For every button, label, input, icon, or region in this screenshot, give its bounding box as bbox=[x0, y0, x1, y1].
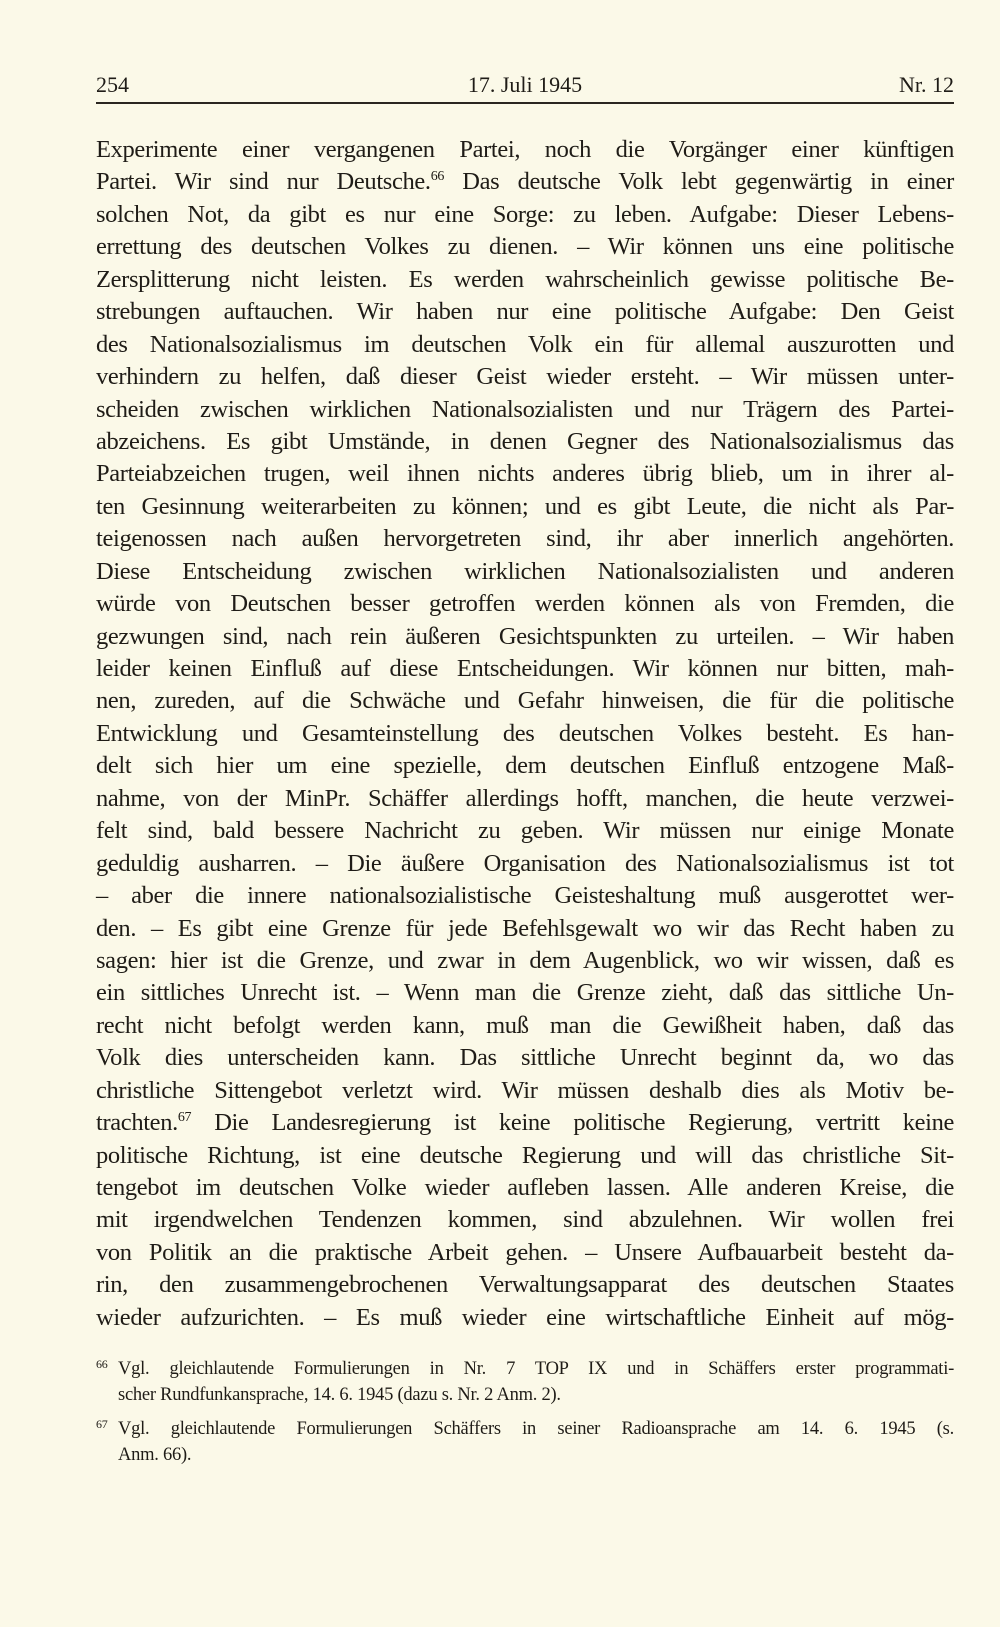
text-line: Volk dies unterscheiden kann. Das sittliche Unrecht beginnt da, wo das bbox=[96, 1044, 954, 1072]
text-segment: trachten. bbox=[96, 1109, 178, 1137]
document-number: Nr. 12 bbox=[899, 72, 954, 97]
text-line: – aber die innere nationalsozialistische Geisteshaltung muß ausgerottet wer- bbox=[96, 882, 954, 910]
text-line: sagen: hier ist die Grenze, und zwar in dem Augenblick, wo wir wissen, daß es bbox=[96, 946, 954, 974]
footnote-67-continuation: Anm. 66). bbox=[118, 1445, 192, 1465]
text-line: des Nationalsozialismus im deutschen Volk ein für allemal auszurotten und bbox=[96, 330, 954, 358]
footnote-text: Vgl. gleichlautende Formulierungen Schäffers in seiner Radioansprache am 14. 6. 1945 (s. bbox=[118, 1419, 954, 1439]
text-line: geduldig ausharren. – Die äußere Organisation des Nationalsozialismus ist tot bbox=[96, 849, 954, 877]
text-line: mit irgendwelchen Tendenzen kommen, sind abzulehnen. Wir wollen frei bbox=[96, 1206, 954, 1234]
text-line bbox=[96, 1107, 954, 1139]
text-line: tengebot im deutschen Volke wieder aufleben lassen. Alle anderen Kreise, die bbox=[96, 1174, 954, 1201]
text-line: scheiden zwischen wirklichen Nationalsozialisten und nur Trägern des Partei- bbox=[96, 395, 954, 423]
text-segment: Partei. Wir sind nur Deutsche. bbox=[96, 168, 431, 196]
text-line: nen, zureden, auf die Schwäche und Gefahr hinweisen, die für die politische bbox=[96, 687, 954, 715]
text-line: gezwungen sind, nach rein äußeren Gesichtspunkten zu urteilen. – Wir haben bbox=[96, 622, 954, 650]
text-line: politische Richtung, ist eine deutsche Regierung und will das christliche Sit- bbox=[96, 1141, 954, 1169]
text-line: errettung des deutschen Volkes zu dienen. – Wir können uns eine politische bbox=[96, 233, 954, 261]
text-line: würde von Deutschen besser getroffen werden können als von Fremden, die bbox=[96, 590, 954, 618]
text-line: Diese Entscheidung zwischen wirklichen Nationalsozialisten und anderen bbox=[96, 557, 954, 585]
text-line: delt sich hier um eine spezielle, dem deutschen Einfluß entzogene Maß- bbox=[96, 752, 954, 780]
text-line: abzeichens. Es gibt Umstände, in denen Gegner des Nationalsozialismus das bbox=[96, 427, 954, 455]
text-line: felt sind, bald bessere Nachricht zu geben. Wir müssen nur einige Monate bbox=[96, 817, 954, 845]
footnote-67: 67 Vgl. gleichlautende Formulierungen Schäffers in seiner Radioansprache am 14. 6. 1945 (s. bbox=[96, 1417, 954, 1439]
text-line: christliche Sittengebot verletzt wird. Wir müssen deshalb dies als Motiv be- bbox=[96, 1076, 954, 1104]
text-line: Zersplitterung nicht leisten. Es werden wahrscheinlich gewisse politische Be- bbox=[96, 265, 954, 293]
running-header bbox=[96, 70, 954, 100]
text-line: ten Gesinnung weiterarbeiten zu können; und es gibt Leute, die nicht als Par- bbox=[96, 492, 954, 520]
text-line: teigenossen nach außen hervorgetreten sind, ihr aber innerlich angehörten. bbox=[96, 525, 954, 553]
text-line: wieder aufzurichten. – Es muß wieder eine wirtschaftliche Einheit auf mög- bbox=[96, 1303, 954, 1331]
page-number: 254 bbox=[96, 72, 129, 97]
text-line: den. – Es gibt eine Grenze für jede Befehlsgewalt wo wir das Recht haben zu bbox=[96, 914, 954, 942]
text-line: solchen Not, da gibt es nur eine Sorge: zu leben. Aufgabe: Dieser Lebens- bbox=[96, 200, 954, 228]
footnote-ref-66[interactable]: 66 bbox=[430, 169, 444, 185]
footnote-text: Vgl. gleichlautende Formulierungen in Nr. 7 TOP IX und in Schäffers erster programmati- bbox=[118, 1359, 954, 1379]
text-line: ein sittliches Unrecht ist. – Wenn man die Grenze zieht, daß das sittliche Un- bbox=[96, 979, 954, 1007]
text-segment: Das deutsche Volk lebt gegenwärtig in einer bbox=[444, 168, 954, 196]
text-line: recht nicht befolgt werden kann, muß man die Gewißheit haben, daß das bbox=[96, 1011, 954, 1039]
text-line: von Politik an die praktische Arbeit gehen. – Unsere Aufbauarbeit besteht da- bbox=[96, 1238, 954, 1266]
text-line: Entwicklung und Gesamteinstellung des deutschen Volkes besteht. Es han- bbox=[96, 719, 954, 747]
body-text bbox=[96, 134, 954, 1334]
header-rule bbox=[96, 102, 954, 104]
text-segment: Die Landesregierung ist keine politische Regierung, vertritt keine bbox=[191, 1109, 954, 1137]
footnotes bbox=[96, 1356, 954, 1468]
text-line: nahme, von der MinPr. Schäffer allerdings hofft, manchen, die heute verzwei- bbox=[96, 784, 954, 812]
footnote-ref-67[interactable]: 67 bbox=[177, 1110, 192, 1126]
text-line: Experimente einer vergangenen Partei, noch die Vorgänger einer künftigen bbox=[96, 136, 954, 163]
text-line bbox=[96, 166, 954, 198]
text-line: Parteiabzeichen trugen, weil ihnen nichts anderes übrig blieb, um in ihrer al- bbox=[96, 460, 954, 488]
text-line: strebungen auftauchen. Wir haben nur eine politische Aufgabe: Den Geist bbox=[96, 298, 954, 326]
footnote-66: 66 Vgl. gleichlautende Formulierungen in Nr. 7 TOP IX und in Schäffers erster programmati- bbox=[96, 1357, 954, 1379]
header-date: 17. Juli 1945 bbox=[467, 72, 583, 97]
footnote-66-continuation: scher Rundfunkansprache, 14. 6. 1945 (dazu s. Nr. 2 Anm. 2). bbox=[118, 1385, 561, 1405]
text-line: rin, den zusammengebrochenen Verwaltungsapparat des deutschen Staates bbox=[96, 1271, 954, 1299]
text-line: leider keinen Einfluß auf diese Entscheidungen. Wir können nur bitten, mah- bbox=[96, 655, 954, 682]
text-line: verhindern zu helfen, daß dieser Geist wieder ersteht. – Wir müssen unter- bbox=[96, 363, 954, 391]
